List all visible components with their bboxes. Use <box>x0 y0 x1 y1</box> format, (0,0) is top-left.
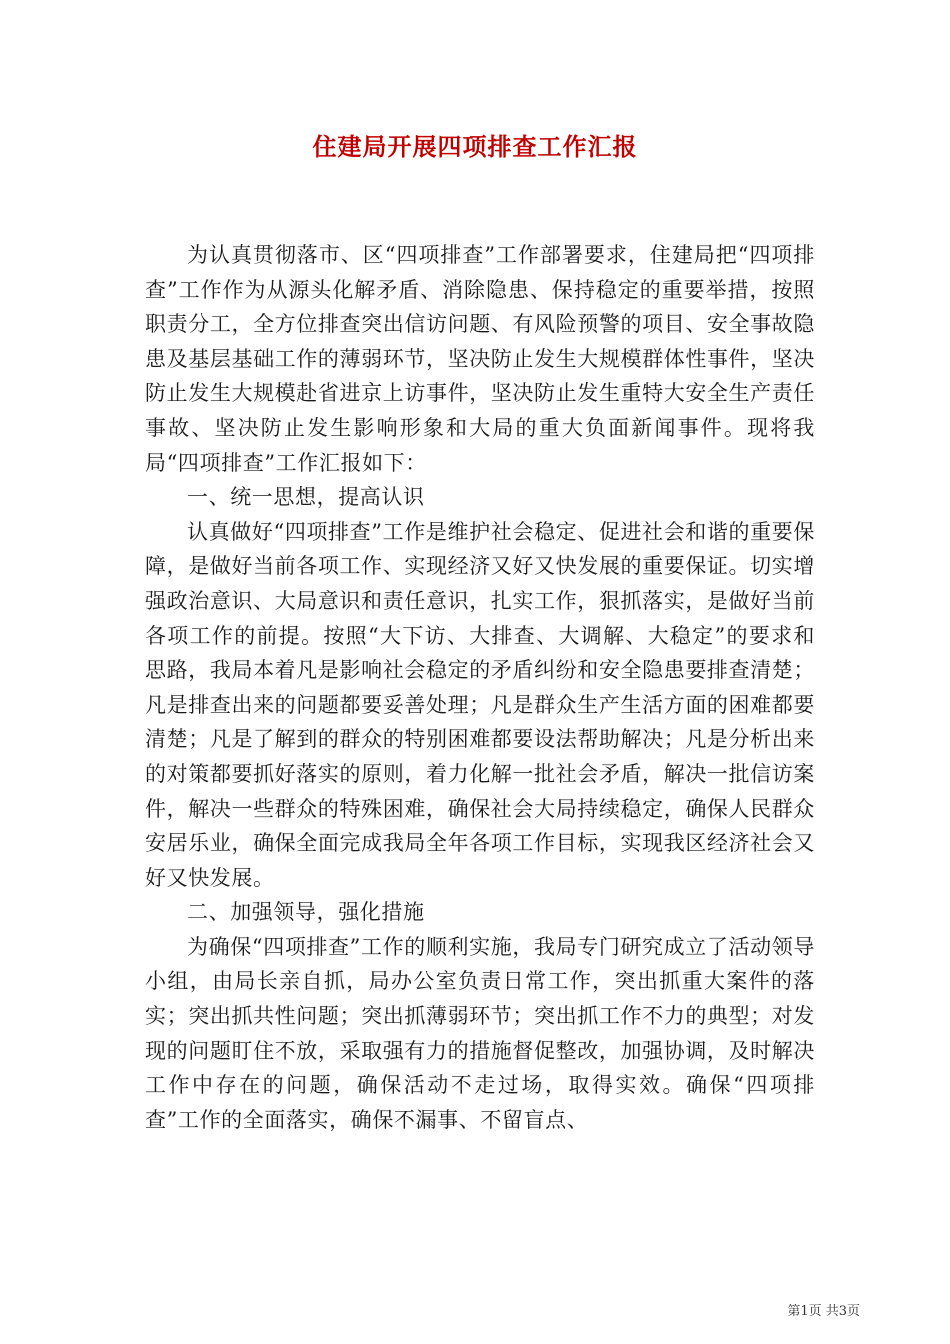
page-number: 第1页 共3页 <box>787 1304 860 1319</box>
document-title: 住建局开展四项排查工作汇报 <box>312 132 638 161</box>
document-body <box>145 238 815 1137</box>
section-heading-2: 二、加强领导，强化措施 <box>187 900 425 925</box>
paragraph-section-2: 为确保“四项排查”工作的顺利实施，我局专门研究成立了活动领导小组，由局长亲自抓，局办公室负责日常工作，突出抓重大案件的落实；突出抓共性问题；突出抓薄弱环节；突出抓工作不力的典型；对发现的问题盯住不放，采取强有力的措施督促整改，加强协调，及时解决工作中存在的问题，确保活动不走过场，取得实效。确保“四项排查”工作的全面落实，确保不漏事、不留盲点、 <box>145 934 815 1132</box>
paragraph-section-1: 认真做好“四项排查”工作是维护社会稳定、促进社会和谐的重要保障，是做好当前各项工作、实现经济又好又快发展的重要保证。切实增强政治意识、大局意识和责任意识，扎实工作，狠抓落实，是做好当前各项工作的前提。按照“大下访、大排查、大调解、大稳定”的要求和思路，我局本着凡是影响社会稳定的矛盾纠纷和安全隐患要排查清楚；凡是排查出来的问题都要妥善处理；凡是群众生产生活方面的困难都要清楚；凡是了解到的群众的特别困难都要设法帮助解决；凡是分析出来的对策都要抓好落实的原则，着力化解一批社会矛盾，解决一批信访案件，解决一些群众的特殊困难，确保社会大局持续稳定，确保人民群众安居乐业，确保全面完成我局全年各项工作目标，实现我区经济社会又好又快发展。 <box>145 519 815 890</box>
section-heading-1: 一、统一思想，提高认识 <box>187 485 425 510</box>
paragraph-intro: 为认真贯彻落市、区“四项排查”工作部署要求，住建局把“四项排查”工作作为从源头化解矛盾、消除隐患、保持稳定的重要举措，按照职责分工，全方位排查突出信访问题、有风险预警的项目、安全事故隐患及基层基础工作的薄弱环节，坚决防止发生大规模群体性事件，坚决防止发生大规模赴省进京上访事件，坚决防止发生重特大安全生产责任事故、坚决防止发生影响形象和大局的重大负面新闻事件。现将我局“四项排查”工作汇报如下： <box>145 243 815 475</box>
